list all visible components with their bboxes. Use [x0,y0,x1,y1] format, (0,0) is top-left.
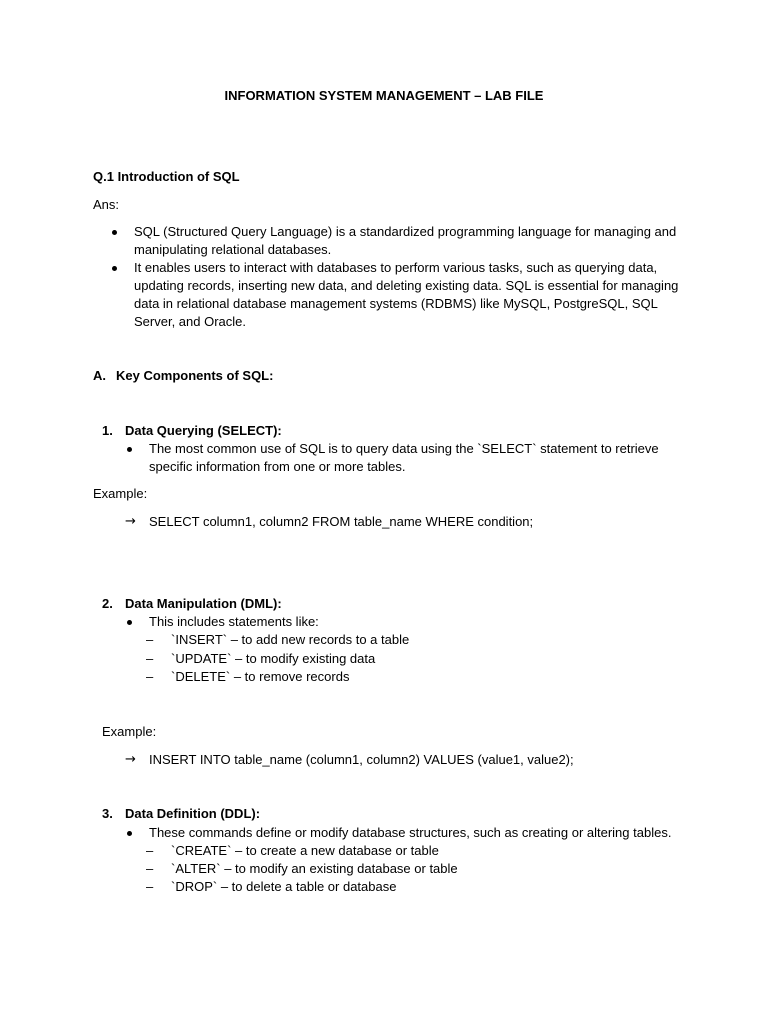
dash-marker: – [146,632,154,647]
bullet-icon [112,266,117,271]
sub-list-item: `DROP` – to delete a table or database [171,879,397,894]
list-item: The most common use of SQL is to query data using the `SELECT` statement to retrieve specific information from one or more tables. [149,441,659,474]
sub-list-item: `INSERT` – to add new records to a table [171,632,410,647]
bullet-icon [127,831,132,836]
arrow-right-icon: → [125,514,136,529]
answer-label: Ans: [93,197,120,212]
bullet-icon [127,447,132,452]
item-number: 2. [102,596,113,611]
list-item: SQL (Structured Query Language) is a standardized programming language for managing and manipulating relational databases. [134,224,677,257]
sub-list-item: `CREATE` – to create a new database or table [171,843,439,858]
example-code: INSERT INTO table_name (column1, column2) VALUES (value1, value2); [149,752,574,767]
sub-list-item: `UPDATE` – to modify existing data [171,651,376,666]
dash-marker: – [146,651,154,666]
example-code: SELECT column1, column2 FROM table_name WHERE condition; [149,514,534,529]
dash-marker: – [146,669,154,684]
dash-marker: – [146,861,154,876]
item-heading: Data Manipulation (DML): [125,596,282,611]
question-heading: Q.1 Introduction of SQL [93,169,240,184]
section-marker: A. [93,368,106,383]
item-heading: Data Definition (DDL): [125,806,261,821]
example-label: Example: [93,486,148,501]
dash-marker: – [146,879,154,894]
item-heading: Data Querying (SELECT): [125,423,282,438]
arrow-right-icon: → [125,752,136,767]
item-number: 3. [102,806,113,821]
item-number: 1. [102,423,113,438]
bullet-icon [112,230,117,235]
example-label: Example: [102,724,157,739]
sub-list-item: `DELETE` – to remove records [171,669,350,684]
dash-marker: – [146,843,154,858]
page-title: INFORMATION SYSTEM MANAGEMENT – LAB FILE [224,88,544,103]
list-item: These commands define or modify database structures, such as creating or altering tables. [149,825,672,840]
section-heading: Key Components of SQL: [116,368,274,383]
bullet-icon [127,620,132,625]
list-item: It enables users to interact with databases to perform various tasks, such as querying data, updating records, inserting new data, and deleting existing data. SQL is essential for managing data in relational database management systems (RDBMS) like MySQL, PostgreSQL, SQL Server, and Oracle. [134,260,679,329]
list-item: This includes statements like: [149,614,319,629]
sub-list-item: `ALTER` – to modify an existing database or table [171,861,458,876]
